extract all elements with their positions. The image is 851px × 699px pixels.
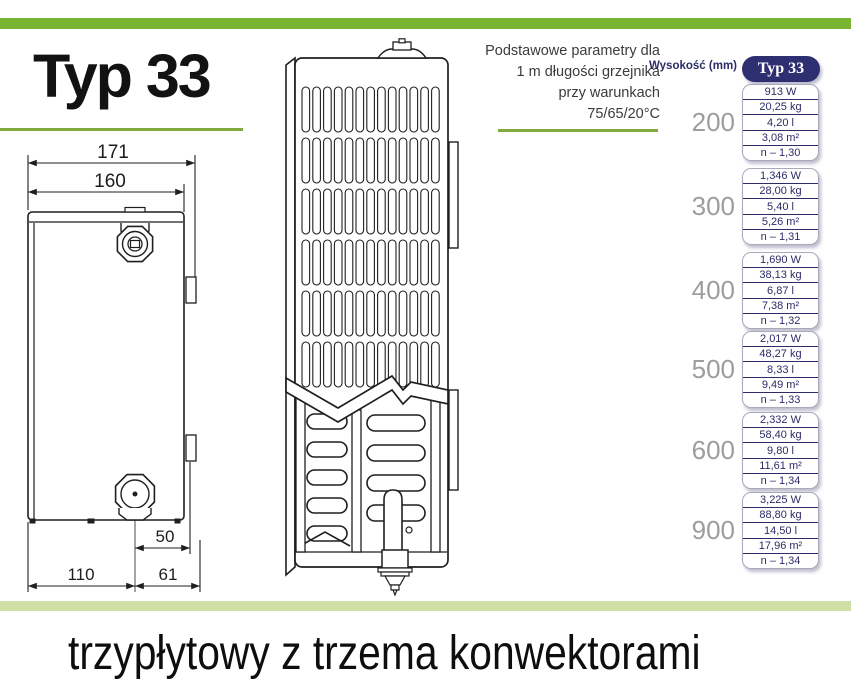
spec-cell-volume: 9,80 l xyxy=(743,443,818,458)
spec-cell-power: 1,346 W xyxy=(743,169,818,184)
dim-bottom-right-label: 61 xyxy=(158,565,178,584)
spec-cell-exponent: n – 1,30 xyxy=(760,146,801,159)
spec-cell-weight: 48,27 kg xyxy=(743,347,818,362)
spec-cell-exponent: n – 1,33 xyxy=(760,393,801,406)
spec-cell-volume: 14,50 l xyxy=(743,523,818,538)
spec-cell-exponent: n – 1,34 xyxy=(760,474,801,487)
height-label-600: 600 xyxy=(691,435,735,465)
spec-cell-surface: 7,38 m² xyxy=(743,299,818,314)
dim-pipe-offset-label: 50 xyxy=(155,527,175,546)
side-view-diagram xyxy=(18,142,233,600)
spec-card-500 xyxy=(742,331,819,408)
height-label-300: 300 xyxy=(691,191,735,221)
bottom-accent-bar xyxy=(0,601,851,611)
top-accent-bar xyxy=(0,18,851,29)
spec-card-300 xyxy=(742,168,819,245)
spec-cell-power: 913 W xyxy=(743,85,818,100)
spec-cell-exponent: n – 1,34 xyxy=(760,554,801,567)
type-column-header: Typ 33 xyxy=(742,56,820,82)
params-note-line: 1 m długości grzejnika xyxy=(516,64,660,80)
params-note-line: Podstawowe parametry dla xyxy=(485,43,660,59)
spec-cell-exponent: n – 1,32 xyxy=(760,314,801,327)
spec-cell-weight: 88,80 kg xyxy=(743,508,818,523)
params-underline xyxy=(498,129,658,132)
spec-cell-surface: 3,08 m² xyxy=(743,131,818,146)
spec-card-600 xyxy=(742,412,819,489)
height-column-header: Wysokość (mm) xyxy=(649,60,737,72)
spec-cell-surface: 9,49 m² xyxy=(743,378,818,393)
spec-cell-surface: 5,26 m² xyxy=(743,215,818,230)
height-label-200: 200 xyxy=(691,107,735,137)
height-label-500: 500 xyxy=(691,354,735,384)
title-underline xyxy=(0,128,243,131)
spec-cell-weight: 20,25 kg xyxy=(743,100,818,115)
spec-cell-volume: 6,87 l xyxy=(743,283,818,298)
height-label-400: 400 xyxy=(691,275,735,305)
spec-card-400 xyxy=(742,252,819,329)
dim-bottom-left-label: 110 xyxy=(67,565,95,584)
spec-card-900 xyxy=(742,492,819,569)
spec-cell-weight: 28,00 kg xyxy=(743,184,818,199)
page-title: Typ 33 xyxy=(33,42,210,110)
spec-cell-exponent: n – 1,31 xyxy=(760,230,801,243)
spec-cell-surface: 17,96 m² xyxy=(743,539,818,554)
spec-cell-weight: 38,13 kg xyxy=(743,268,818,283)
dim-panel-width-label: 160 xyxy=(94,171,126,192)
spec-cell-weight: 58,40 kg xyxy=(743,428,818,443)
height-label-900: 900 xyxy=(691,515,735,545)
spec-cell-volume: 4,20 l xyxy=(743,115,818,130)
spec-cell-power: 2,017 W xyxy=(743,332,818,347)
spec-card-200 xyxy=(742,84,819,161)
params-note xyxy=(440,41,660,125)
spec-cell-volume: 5,40 l xyxy=(743,199,818,214)
spec-cell-surface: 11,61 m² xyxy=(743,459,818,474)
spec-cell-volume: 8,33 l xyxy=(743,362,818,377)
params-note-line: przy warunkach xyxy=(558,85,660,101)
footer-caption: trzypłytowy z trzema konwektorami xyxy=(68,627,701,680)
spec-cell-power: 1,690 W xyxy=(743,253,818,268)
params-note-line: 75/65/20°C xyxy=(587,106,660,122)
spec-cell-power: 2,332 W xyxy=(743,413,818,428)
spec-cell-power: 3,225 W xyxy=(743,493,818,508)
dim-total-width-label: 171 xyxy=(97,142,129,163)
